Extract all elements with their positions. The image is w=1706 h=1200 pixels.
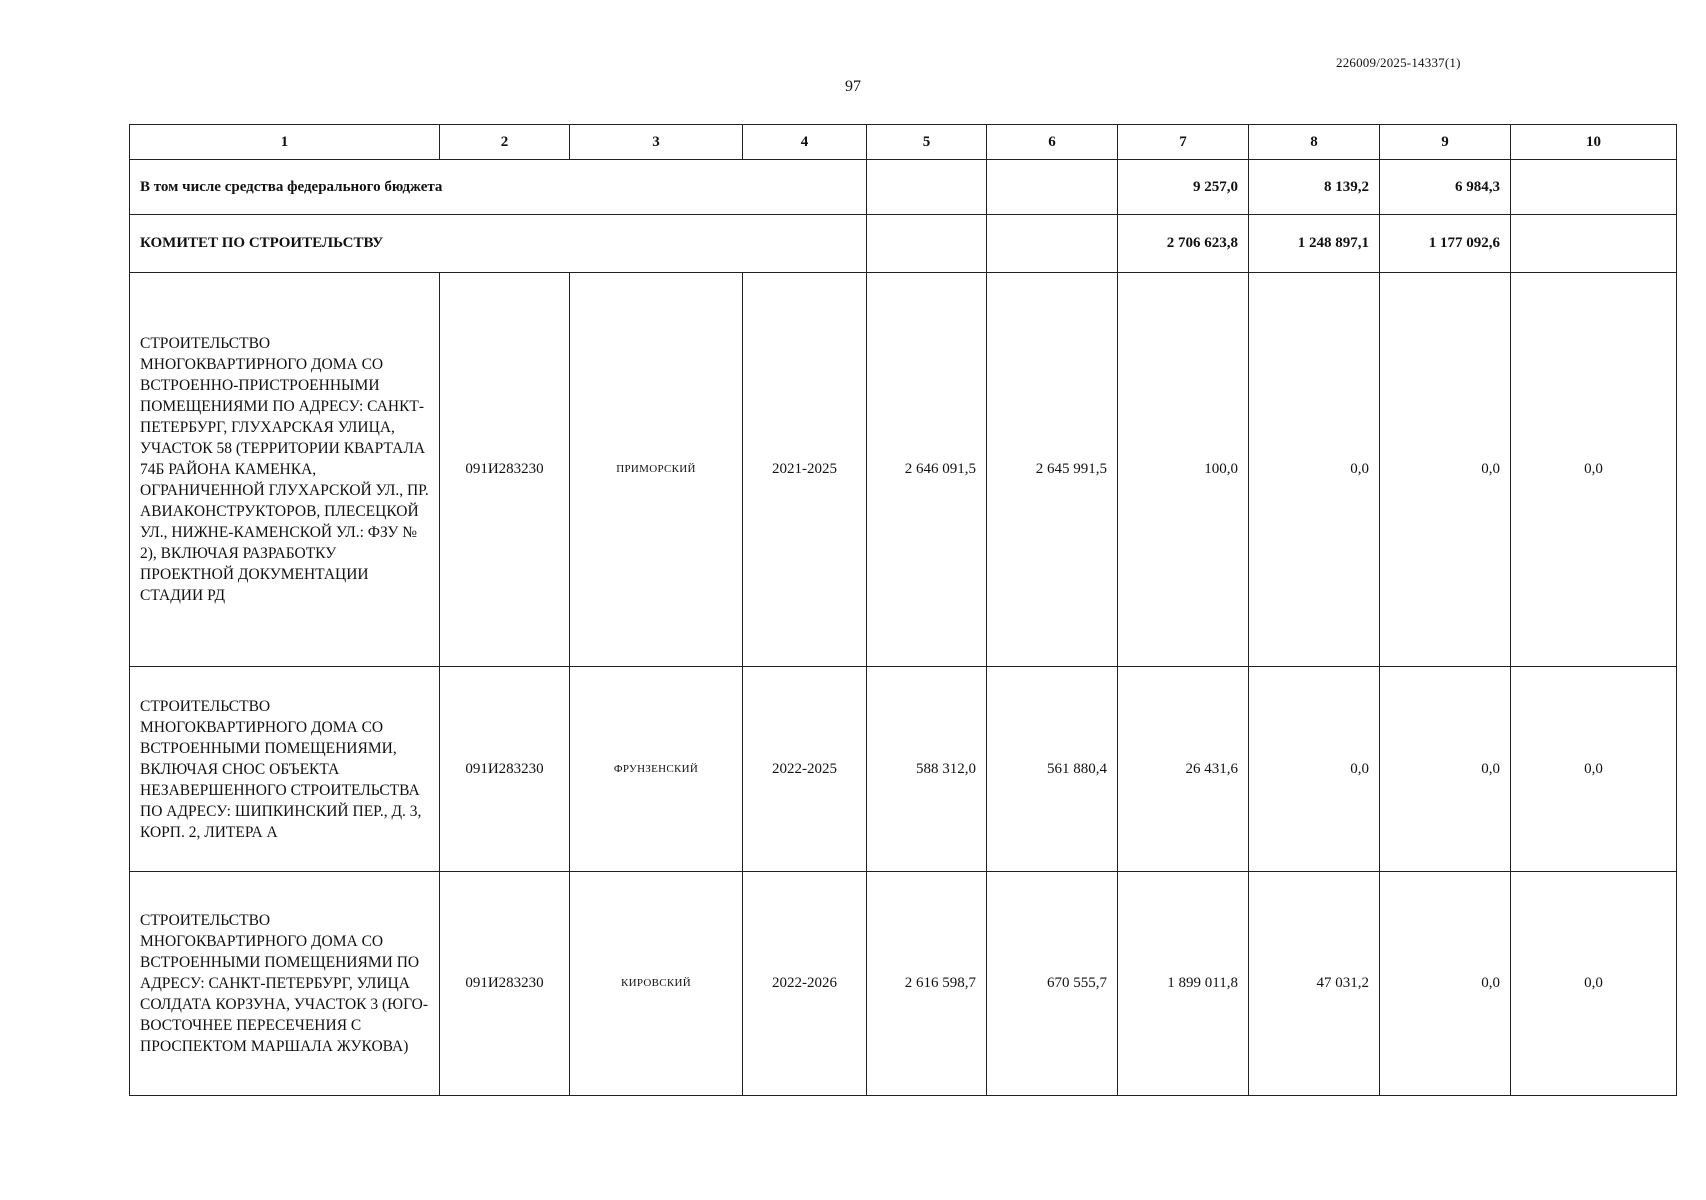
summary-value: 1 177 092,6 bbox=[1380, 215, 1511, 273]
value-cell: 0,0 bbox=[1511, 667, 1677, 872]
header-cell: 1 bbox=[130, 125, 440, 160]
value-cell: 561 880,4 bbox=[987, 667, 1118, 872]
header-cell: 5 bbox=[867, 125, 987, 160]
value-cell: 26 431,6 bbox=[1118, 667, 1249, 872]
summary-value: 8 139,2 bbox=[1249, 160, 1380, 215]
header-cell: 8 bbox=[1249, 125, 1380, 160]
summary-value: 9 257,0 bbox=[1118, 160, 1249, 215]
table-row bbox=[130, 273, 1677, 667]
table-row bbox=[130, 872, 1677, 1096]
committee-row bbox=[130, 215, 1677, 273]
summary-value: 1 248 897,1 bbox=[1249, 215, 1380, 273]
object-name: СТРОИТЕЛЬСТВО МНОГОКВАРТИРНОГО ДОМА СО ВСТРОЕННЫМИ ПОМЕЩЕНИЯМИ ПО АДРЕСУ: САНКТ-ПЕТЕРБУРГ, УЛИЦА СОЛДАТА КОРЗУНА, УЧАСТОК 3 (ЮГО-ВОСТОЧНЕЕ ПЕРЕСЕЧЕНИЯ С ПРОСПЕКТОМ МАРШАЛА ЖУКОВА) bbox=[130, 872, 440, 1096]
value-cell: 588 312,0 bbox=[867, 667, 987, 872]
header-cell: 10 bbox=[1511, 125, 1677, 160]
value-cell: 0,0 bbox=[1380, 273, 1511, 667]
value-cell: 2 645 991,5 bbox=[987, 273, 1118, 667]
budget-code: 091И283230 bbox=[440, 667, 570, 872]
empty-cell bbox=[987, 160, 1118, 215]
object-name: СТРОИТЕЛЬСТВО МНОГОКВАРТИРНОГО ДОМА СО ВСТРОЕННО-ПРИСТРОЕННЫМИ ПОМЕЩЕНИЯМИ ПО АДРЕСУ: САНКТ-ПЕТЕРБУРГ, ГЛУХАРСКАЯ УЛИЦА, УЧАСТОК 58 (ТЕРРИТОРИИ КВАРТАЛА 74Б РАЙОНА КАМЕНКА, ОГРАНИЧЕННОЙ ГЛУХАРСКОЙ УЛ., ПР. АВИАКОНСТРУКТОРОВ, ПЛЕСЕЦКОЙ УЛ., НИЖНЕ-КАМЕНСКОЙ УЛ.: ФЗУ № 2), ВКЛЮЧАЯ РАЗРАБОТКУ ПРОЕКТНОЙ ДОКУМЕНТАЦИИ СТАДИИ РД bbox=[130, 273, 440, 667]
district: ФРУНЗЕНСКИЙ bbox=[570, 667, 743, 872]
summary-label: КОМИТЕТ ПО СТРОИТЕЛЬСТВУ bbox=[130, 215, 867, 273]
empty-cell bbox=[1511, 215, 1677, 273]
summary-label: В том числе средства федерального бюджета bbox=[130, 160, 867, 215]
empty-cell bbox=[867, 215, 987, 273]
value-cell: 1 899 011,8 bbox=[1118, 872, 1249, 1096]
table-row bbox=[130, 667, 1677, 872]
header-cell: 4 bbox=[743, 125, 867, 160]
empty-cell bbox=[867, 160, 987, 215]
header-row bbox=[130, 125, 1677, 160]
value-cell: 100,0 bbox=[1118, 273, 1249, 667]
header-cell: 9 bbox=[1380, 125, 1511, 160]
header-cell: 3 bbox=[570, 125, 743, 160]
value-cell: 0,0 bbox=[1511, 872, 1677, 1096]
period: 2022-2026 bbox=[743, 872, 867, 1096]
value-cell: 670 555,7 bbox=[987, 872, 1118, 1096]
header-cell: 6 bbox=[987, 125, 1118, 160]
budget-code: 091И283230 bbox=[440, 872, 570, 1096]
empty-cell bbox=[987, 215, 1118, 273]
page-number: 97 bbox=[845, 78, 861, 95]
header-cell: 2 bbox=[440, 125, 570, 160]
budget-table bbox=[129, 124, 1677, 1096]
district: КИРОВСКИЙ bbox=[570, 872, 743, 1096]
value-cell: 0,0 bbox=[1511, 273, 1677, 667]
period: 2021-2025 bbox=[743, 273, 867, 667]
value-cell: 2 646 091,5 bbox=[867, 273, 987, 667]
federal-budget-row bbox=[130, 160, 1677, 215]
period: 2022-2025 bbox=[743, 667, 867, 872]
value-cell: 0,0 bbox=[1249, 273, 1380, 667]
document-number: 226009/2025-14337(1) bbox=[1336, 55, 1461, 70]
value-cell: 2 616 598,7 bbox=[867, 872, 987, 1096]
value-cell: 0,0 bbox=[1249, 667, 1380, 872]
empty-cell bbox=[1511, 160, 1677, 215]
summary-value: 2 706 623,8 bbox=[1118, 215, 1249, 273]
summary-value: 6 984,3 bbox=[1380, 160, 1511, 215]
value-cell: 0,0 bbox=[1380, 872, 1511, 1096]
object-name: СТРОИТЕЛЬСТВО МНОГОКВАРТИРНОГО ДОМА СО ВСТРОЕННЫМИ ПОМЕЩЕНИЯМИ, ВКЛЮЧАЯ СНОС ОБЪЕКТА НЕЗАВЕРШЕННОГО СТРОИТЕЛЬСТВА ПО АДРЕСУ: ШИПКИНСКИЙ ПЕР., Д. 3, КОРП. 2, ЛИТЕРА А bbox=[130, 667, 440, 872]
header-cell: 7 bbox=[1118, 125, 1249, 160]
value-cell: 0,0 bbox=[1380, 667, 1511, 872]
value-cell: 47 031,2 bbox=[1249, 872, 1380, 1096]
budget-code: 091И283230 bbox=[440, 273, 570, 667]
district: ПРИМОРСКИЙ bbox=[570, 273, 743, 667]
